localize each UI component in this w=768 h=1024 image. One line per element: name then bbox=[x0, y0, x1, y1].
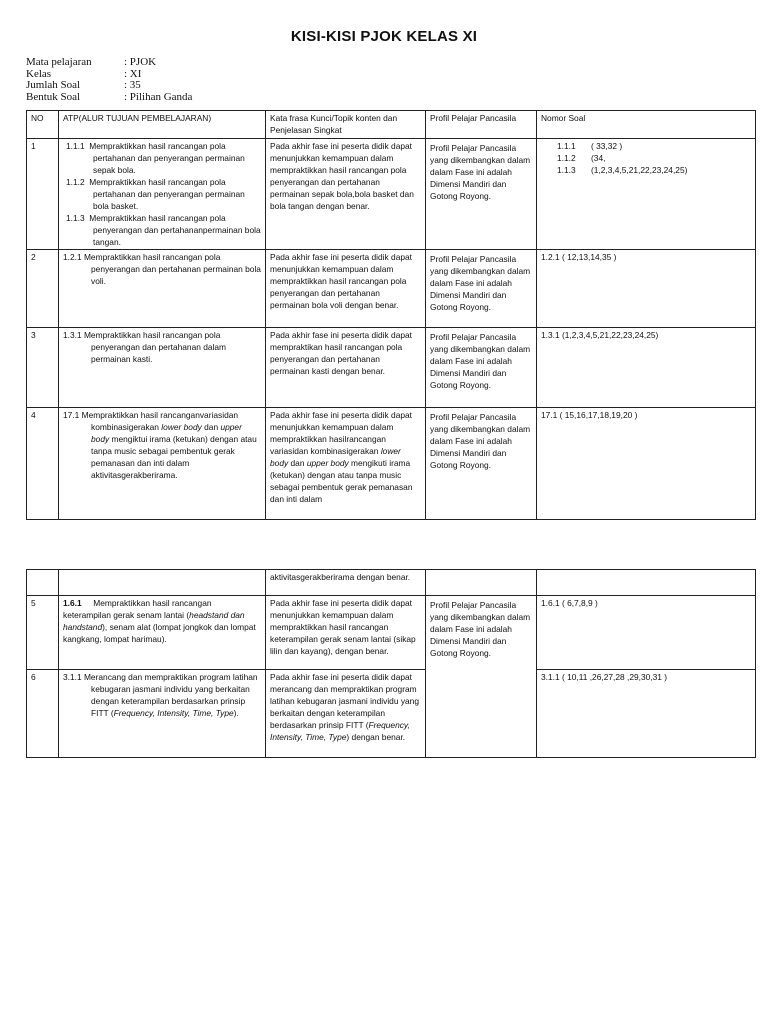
kata-kunci-cell: Pada akhir fase ini peserta didik dapat menunjukkan kemampuan dalam mempraktikkan hasil rancangan pola penyerangan dan pertahanan permainan sepak bola,bola basket dan bola tangan dengan benar. bbox=[266, 139, 426, 250]
nomor-code: 1.1.1 bbox=[557, 141, 576, 151]
header-no: NO bbox=[27, 111, 59, 139]
table-row bbox=[27, 250, 756, 328]
profil-text: Profil Pelajar Pancasila yang dikembangkan dalam dalam Fase ini adalah Dimensi Mandiri dan Gotong Royong. bbox=[430, 143, 531, 201]
table-row-continuation bbox=[27, 570, 756, 596]
table-header-row bbox=[27, 111, 756, 139]
atp-cell bbox=[59, 570, 266, 596]
atp-cell bbox=[59, 670, 266, 758]
row-number: 1 bbox=[27, 139, 59, 250]
header-kata-kunci: Kata frasa Kunci/Topik konten dan Penjelasan Singkat bbox=[266, 111, 426, 139]
kata-text-part: ) dengan benar. bbox=[346, 732, 406, 742]
atp-text: Mempraktikkan hasil rancangan pola penyerangan dan pertahananpermainan bola tangan. bbox=[89, 213, 261, 247]
meta-value: : PJOK bbox=[124, 56, 157, 68]
profil-text: Profil Pelajar Pancasila yang dikembangkan dalam dalam Fase ini adalah Dimensi Mandiri dan Gotong Royong. bbox=[430, 254, 531, 312]
atp-text-italic: lower body bbox=[161, 422, 202, 432]
atp-text bbox=[63, 597, 261, 645]
kata-kunci-cell: Pada akhir fase ini peserta didik dapat mempraktikan hasil rancangan pola penyerangan dan pertahanan permainan kasti dengan benar. bbox=[266, 328, 426, 408]
atp-text: Mempraktikkan hasil rancangan pola pertahanan dan penyerangan permainan sepak bola. bbox=[89, 141, 245, 175]
atp-text bbox=[63, 671, 261, 719]
atp-code: 1.1.2 bbox=[66, 177, 85, 187]
header-nomor-soal: Nomor Soal bbox=[537, 111, 756, 139]
table-row bbox=[27, 328, 756, 408]
atp-code: 1.6.1 bbox=[63, 598, 82, 608]
table-row bbox=[27, 670, 756, 758]
profil-text: Profil Pelajar Pancasila yang dikembangkan dalam dalam Fase ini adalah Dimensi Mandiri dan Gotong Royong. bbox=[430, 600, 531, 658]
row-number bbox=[27, 570, 59, 596]
nomor-soal-cell: 1.3.1 (1,2,3,4,5,21,22,23,24,25) bbox=[537, 328, 756, 408]
meta-label: Bentuk Soal bbox=[26, 90, 81, 103]
atp-cell bbox=[59, 250, 266, 328]
atp-item bbox=[63, 212, 261, 248]
table-row bbox=[27, 408, 756, 520]
atp-cell bbox=[59, 408, 266, 520]
nomor-soal-item bbox=[557, 140, 751, 152]
meta-row-question-count bbox=[26, 80, 192, 92]
atp-text-part: 3.1.1 Merancang dan mempraktikan program latihan kebugaran jasmani individu yang berkaitan dengan keterampilan berdasarkan prinsip FITT ( bbox=[63, 672, 258, 718]
nomor-soal-cell: 3.1.1 ( 10,11 ,26,27,28 ,29,30,31 ) bbox=[537, 670, 756, 758]
atp-code: 1.1.3 bbox=[66, 213, 85, 223]
profil-cell bbox=[426, 570, 537, 596]
atp-cell bbox=[59, 596, 266, 670]
nomor-code: 1.1.2 bbox=[557, 153, 576, 163]
nomor-soal-cell: 17.1 ( 15,16,17,18,19,20 ) bbox=[537, 408, 756, 520]
meta-label: Mata pelajaran bbox=[26, 56, 92, 68]
row-number: 3 bbox=[27, 328, 59, 408]
nomor-soal-cell bbox=[537, 139, 756, 250]
kata-kunci-cell: Pada akhir fase ini peserta didik dapat menunjukkan kemampuan dalam mempraktikkan hasil rancangan keterampilan gerak senam lantai (sikap lilin dan kayang), dengan benar. bbox=[266, 596, 426, 670]
row-number: 4 bbox=[27, 408, 59, 520]
nomor-value: (34, bbox=[591, 153, 606, 163]
meta-value: : Pilihan Ganda bbox=[124, 90, 193, 103]
header-atp: ATP(ALUR TUJUAN PEMBELAJARAN) bbox=[59, 111, 266, 139]
kata-text-part: Pada akhir fase ini peserta didik dapat menunjukkan kemampuan dalam mempraktikkan hasilrancangan variasidan kombinasigerakan bbox=[270, 410, 412, 456]
profil-text: Profil Pelajar Pancasila yang dikembangkan dalam dalam Fase ini adalah Dimensi Mandiri dan Gotong Royong. bbox=[430, 412, 531, 470]
nomor-soal-item bbox=[557, 152, 751, 164]
kata-kunci-cell: aktivitasgerakberirama dengan benar. bbox=[266, 570, 426, 596]
nomor-soal-cell: 1.6.1 ( 6,7,8,9 ) bbox=[537, 596, 756, 670]
row-number: 6 bbox=[27, 670, 59, 758]
profil-cell bbox=[426, 250, 537, 328]
document-meta bbox=[26, 57, 192, 103]
atp-cell bbox=[59, 139, 266, 250]
meta-value: : 35 bbox=[124, 79, 141, 91]
kata-kunci-cell bbox=[266, 408, 426, 520]
atp-text-part: 17.1 Mempraktikkan hasil rancanganvariasidan kombinasigerakan bbox=[63, 410, 239, 432]
atp-text-italic: Frequency, Intensity, Time, Type bbox=[113, 708, 234, 718]
kata-text-italic: Frequency, Intensity, Time, Type bbox=[270, 720, 410, 742]
profil-cell bbox=[426, 408, 537, 520]
kata-text-italic: lower body bbox=[270, 446, 401, 468]
nomor-soal-item bbox=[557, 164, 751, 176]
kisi-table-page-2 bbox=[26, 569, 756, 758]
document-title: KISI-KISI PJOK KELAS XI bbox=[290, 28, 478, 45]
atp-text: 1.2.1 Mempraktikkan hasil rancangan pola penyerangan dan pertahanan permainan bola voli. bbox=[63, 252, 261, 286]
profil-cell bbox=[426, 596, 537, 758]
kata-text-part: mengikuti irama (ketukan) dengan atau tanpa music sebagai pembentuk gerak pemanasan dan inti dalam bbox=[270, 458, 413, 504]
atp-text bbox=[63, 409, 261, 481]
atp-text: Mempraktikkan hasil rancangan pola pertahanan dan penyerangan permainan bola basket. bbox=[89, 177, 245, 211]
atp-item bbox=[63, 140, 261, 176]
meta-row-subject bbox=[26, 57, 192, 69]
atp-text-part: ), senam alat (lompat jongkok dan lompat kangkang, lompat harimau). bbox=[63, 622, 256, 644]
nomor-value: (1,2,3,4,5,21,22,23,24,25) bbox=[591, 165, 688, 175]
profil-cell bbox=[426, 139, 537, 250]
profil-cell bbox=[426, 328, 537, 408]
atp-cell bbox=[59, 328, 266, 408]
kata-kunci-cell: Pada akhir fase ini peserta didik dapat menunjukkan kemampuan dalam mempraktikkan hasil rancangan pola penyerangan dan pertahanan permainan bola voli dengan benar. bbox=[266, 250, 426, 328]
meta-label: Kelas bbox=[26, 67, 52, 80]
header-profil: Profil Pelajar Pancasila bbox=[426, 111, 537, 139]
meta-row-question-type bbox=[26, 92, 192, 104]
nomor-code: 1.1.3 bbox=[557, 165, 576, 175]
atp-text-part: ). bbox=[233, 708, 239, 718]
row-number: 2 bbox=[27, 250, 59, 328]
atp-item bbox=[63, 176, 261, 212]
atp-text: 1.3.1 Mempraktikkan hasil rancangan pola penyerangan dan pertahanan dalam permainan kasti. bbox=[63, 330, 227, 364]
kata-text-part: dan bbox=[288, 458, 307, 468]
meta-label: Jumlah Soal bbox=[26, 79, 81, 91]
meta-value: : XI bbox=[124, 67, 142, 80]
profil-text: Profil Pelajar Pancasila yang dikembangkan dalam dalam Fase ini adalah Dimensi Mandiri dan Gotong Royong. bbox=[430, 332, 531, 390]
table-row bbox=[27, 139, 756, 250]
row-number: 5 bbox=[27, 596, 59, 670]
table-row bbox=[27, 596, 756, 670]
kisi-table-page-1 bbox=[26, 110, 756, 520]
kata-text-italic: upper body bbox=[306, 458, 349, 468]
nomor-soal-list bbox=[541, 140, 751, 176]
kata-kunci-cell bbox=[266, 670, 426, 758]
atp-text-italic: headstand dan handstand bbox=[63, 610, 245, 632]
nomor-soal-cell bbox=[537, 570, 756, 596]
atp-text-part: mengiktui irama (ketukan) dengan atau tanpa music sebagai pembentuk gerak pemanasan dan inti dalam aktivitasgerakberirama. bbox=[91, 434, 257, 480]
kata-text-part: Pada akhir fase ini peserta didik dapat merancang dan mempraktikan program latihan kebugaran jasmani individu yang berkaitan dengan keterampilan berdasarkan prinsip FITT ( bbox=[270, 672, 419, 730]
atp-text-part: dan bbox=[201, 422, 221, 432]
atp-text-italic: upper body bbox=[91, 422, 242, 444]
nomor-value: ( 33,32 ) bbox=[591, 141, 623, 151]
atp-code: 1.1.1 bbox=[66, 141, 85, 151]
atp-text-part: Mempraktikkan hasil rancangan keterampilan gerak senam lantai ( bbox=[63, 598, 212, 620]
nomor-soal-cell: 1.2.1 ( 12,13,14,35 ) bbox=[537, 250, 756, 328]
